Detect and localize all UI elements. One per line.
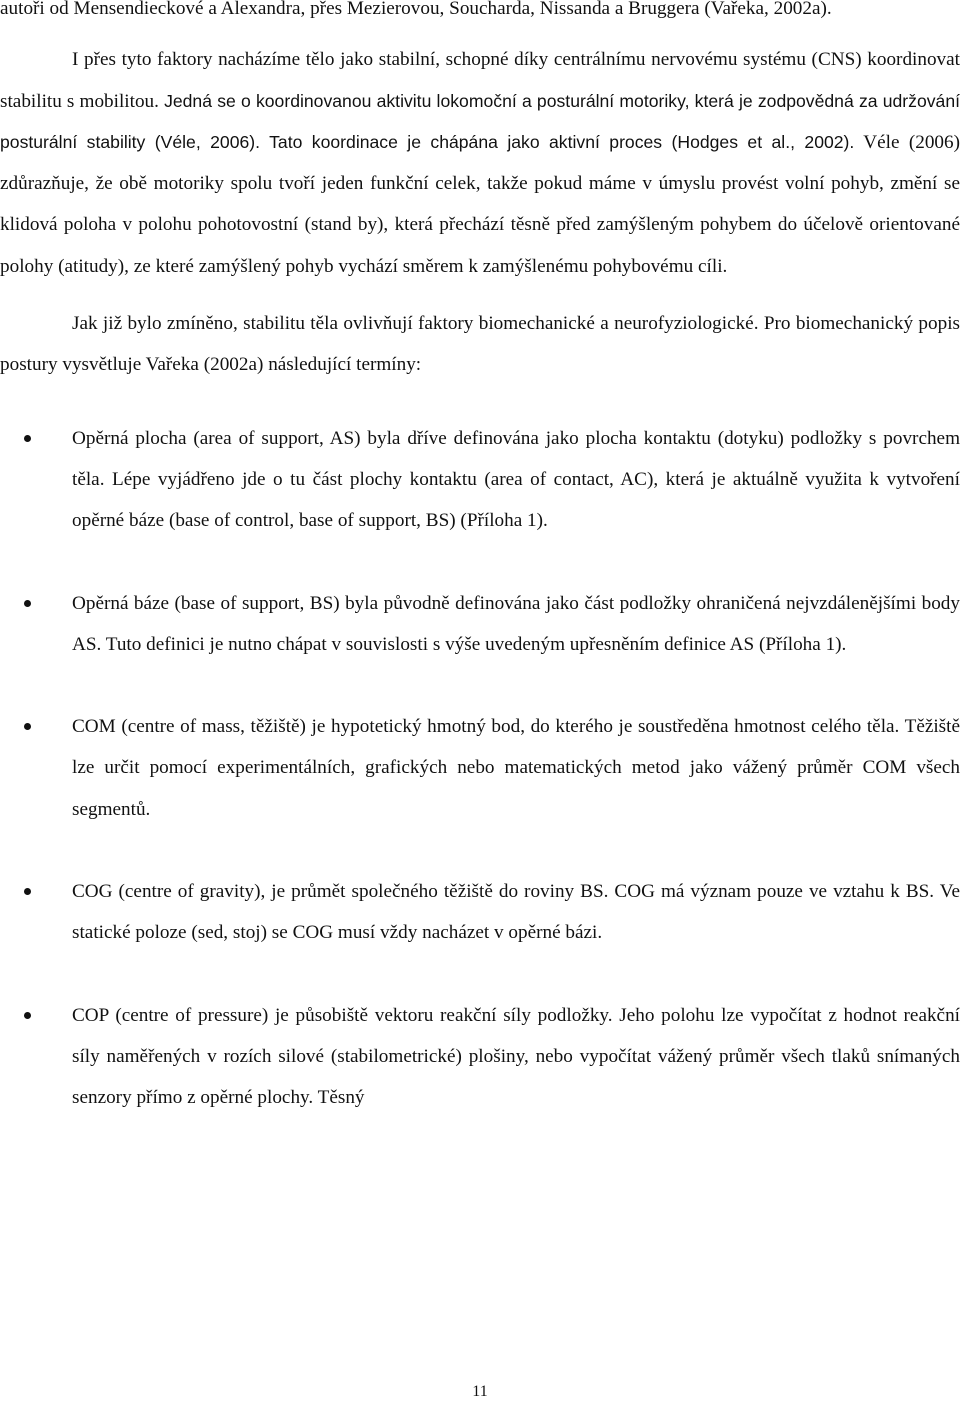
bullet-icon bbox=[24, 435, 31, 442]
list-item-centre-of-mass bbox=[0, 706, 960, 830]
paragraph-stability-text-sans: Jedná se o koordinovanou aktivitu lokomoční a posturální motoriky, která je zodpovědná za udržování posturální stability (Véle, 2006). Tato koordinace je chápána jako aktivní proces (Hodges et al., 2002). bbox=[0, 90, 960, 152]
paragraph-spacer bbox=[0, 287, 960, 303]
list-item-area-of-support bbox=[0, 418, 960, 542]
paragraph-stability-text-a: I přes tyto faktory nacházíme tělo jako stabilní, schopné díky centrálnímu nervovému systému (CNS) koordinovat stabilitu s mobilitou. bbox=[0, 49, 960, 112]
list-item-text: COM (centre of mass, těžiště) je hypotetický hmotný bod, do kterého je soustředěna hmotnost celého těla. Těžiště lze určit pomocí experimentálních, grafických nebo matematických metod jako vážený průměr COM všech segmentů. bbox=[72, 716, 960, 820]
list-spacer bbox=[0, 954, 960, 995]
paragraph-spacer bbox=[0, 29, 960, 39]
bullet-icon bbox=[24, 600, 31, 607]
list-item-centre-of-gravity bbox=[0, 871, 960, 954]
list-item-text: Opěrná plocha (area of support, AS) byla dříve definována jako plocha kontaktu (dotyku) podložky s povrchem těla. Lépe vyjádřeno jde o tu část plochy kontaktu (area of contact, AC), která je aktuálně využita k vytvoření opěrné báze (base of control, base of support, BS) (Příloha 1). bbox=[72, 427, 960, 532]
paragraph-continuation: autoři od Mensendieckové a Alexandra, přes Mezierovou, Soucharda, Nissanda a Bruggera (Vařeka, 2002a). bbox=[0, 0, 832, 19]
paragraph-stability-text-b: Véle (2006) zdůrazňuje, že obě motoriky spolu tvoří jeden funkční celek, takže pokud máme v úmyslu provést volní pohyb, změní se klidová poloha v polohu pohotovostní (stand by), která přechází těsně před zamýšleným pohybem do účelově orientované polohy (atitudy), ze které zamýšlený pohyb vychází směrem k zamýšlenému pohybovému cíli. bbox=[0, 131, 960, 277]
bullet-icon bbox=[24, 723, 31, 730]
list-spacer bbox=[0, 830, 960, 871]
bullet-icon bbox=[24, 1012, 31, 1019]
list-spacer bbox=[0, 665, 960, 706]
paragraph-biomechanics: Jak již bylo zmíněno, stabilitu těla ovlivňují faktory biomechanické a neurofyziologické. Pro biomechanický popis postury vysvětluje Vařeka (2002a) následující termíny: bbox=[0, 313, 960, 376]
list-spacer bbox=[0, 386, 960, 418]
page-number: 11 bbox=[472, 1383, 488, 1400]
paragraph-stability bbox=[0, 39, 960, 287]
list-item-text: COG (centre of gravity), je průmět společného těžiště do roviny BS. COG má význam pouze ve vztahu k BS. Ve statické poloze (sed, stoj) se COG musí vždy nacházet v opěrné bázi. bbox=[72, 881, 960, 944]
list-item-text: Opěrná báze (base of support, BS) byla původně definována jako část podložky ohraničená nejvzdálenějšími body AS. Tuto definici je nutno chápat v souvislosti s výše uvedeným upřesněním definice AS (Příloha 1). bbox=[72, 592, 960, 655]
bullet-icon bbox=[24, 888, 31, 895]
terms-list bbox=[0, 418, 960, 1119]
list-item-base-of-support bbox=[0, 583, 960, 666]
list-spacer bbox=[0, 542, 960, 583]
list-item-centre-of-pressure bbox=[0, 995, 960, 1119]
list-item-text: COP (centre of pressure) je působiště vektoru reakční síly podložky. Jeho polohu lze vypočítat z hodnot reakční síly naměřených v rozích silové (stabilometrické) plošiny, nebo vypočítat vážený průměr všech tlaků snímaných senzory přímo z opěrné plochy. Těsný bbox=[72, 1004, 960, 1109]
